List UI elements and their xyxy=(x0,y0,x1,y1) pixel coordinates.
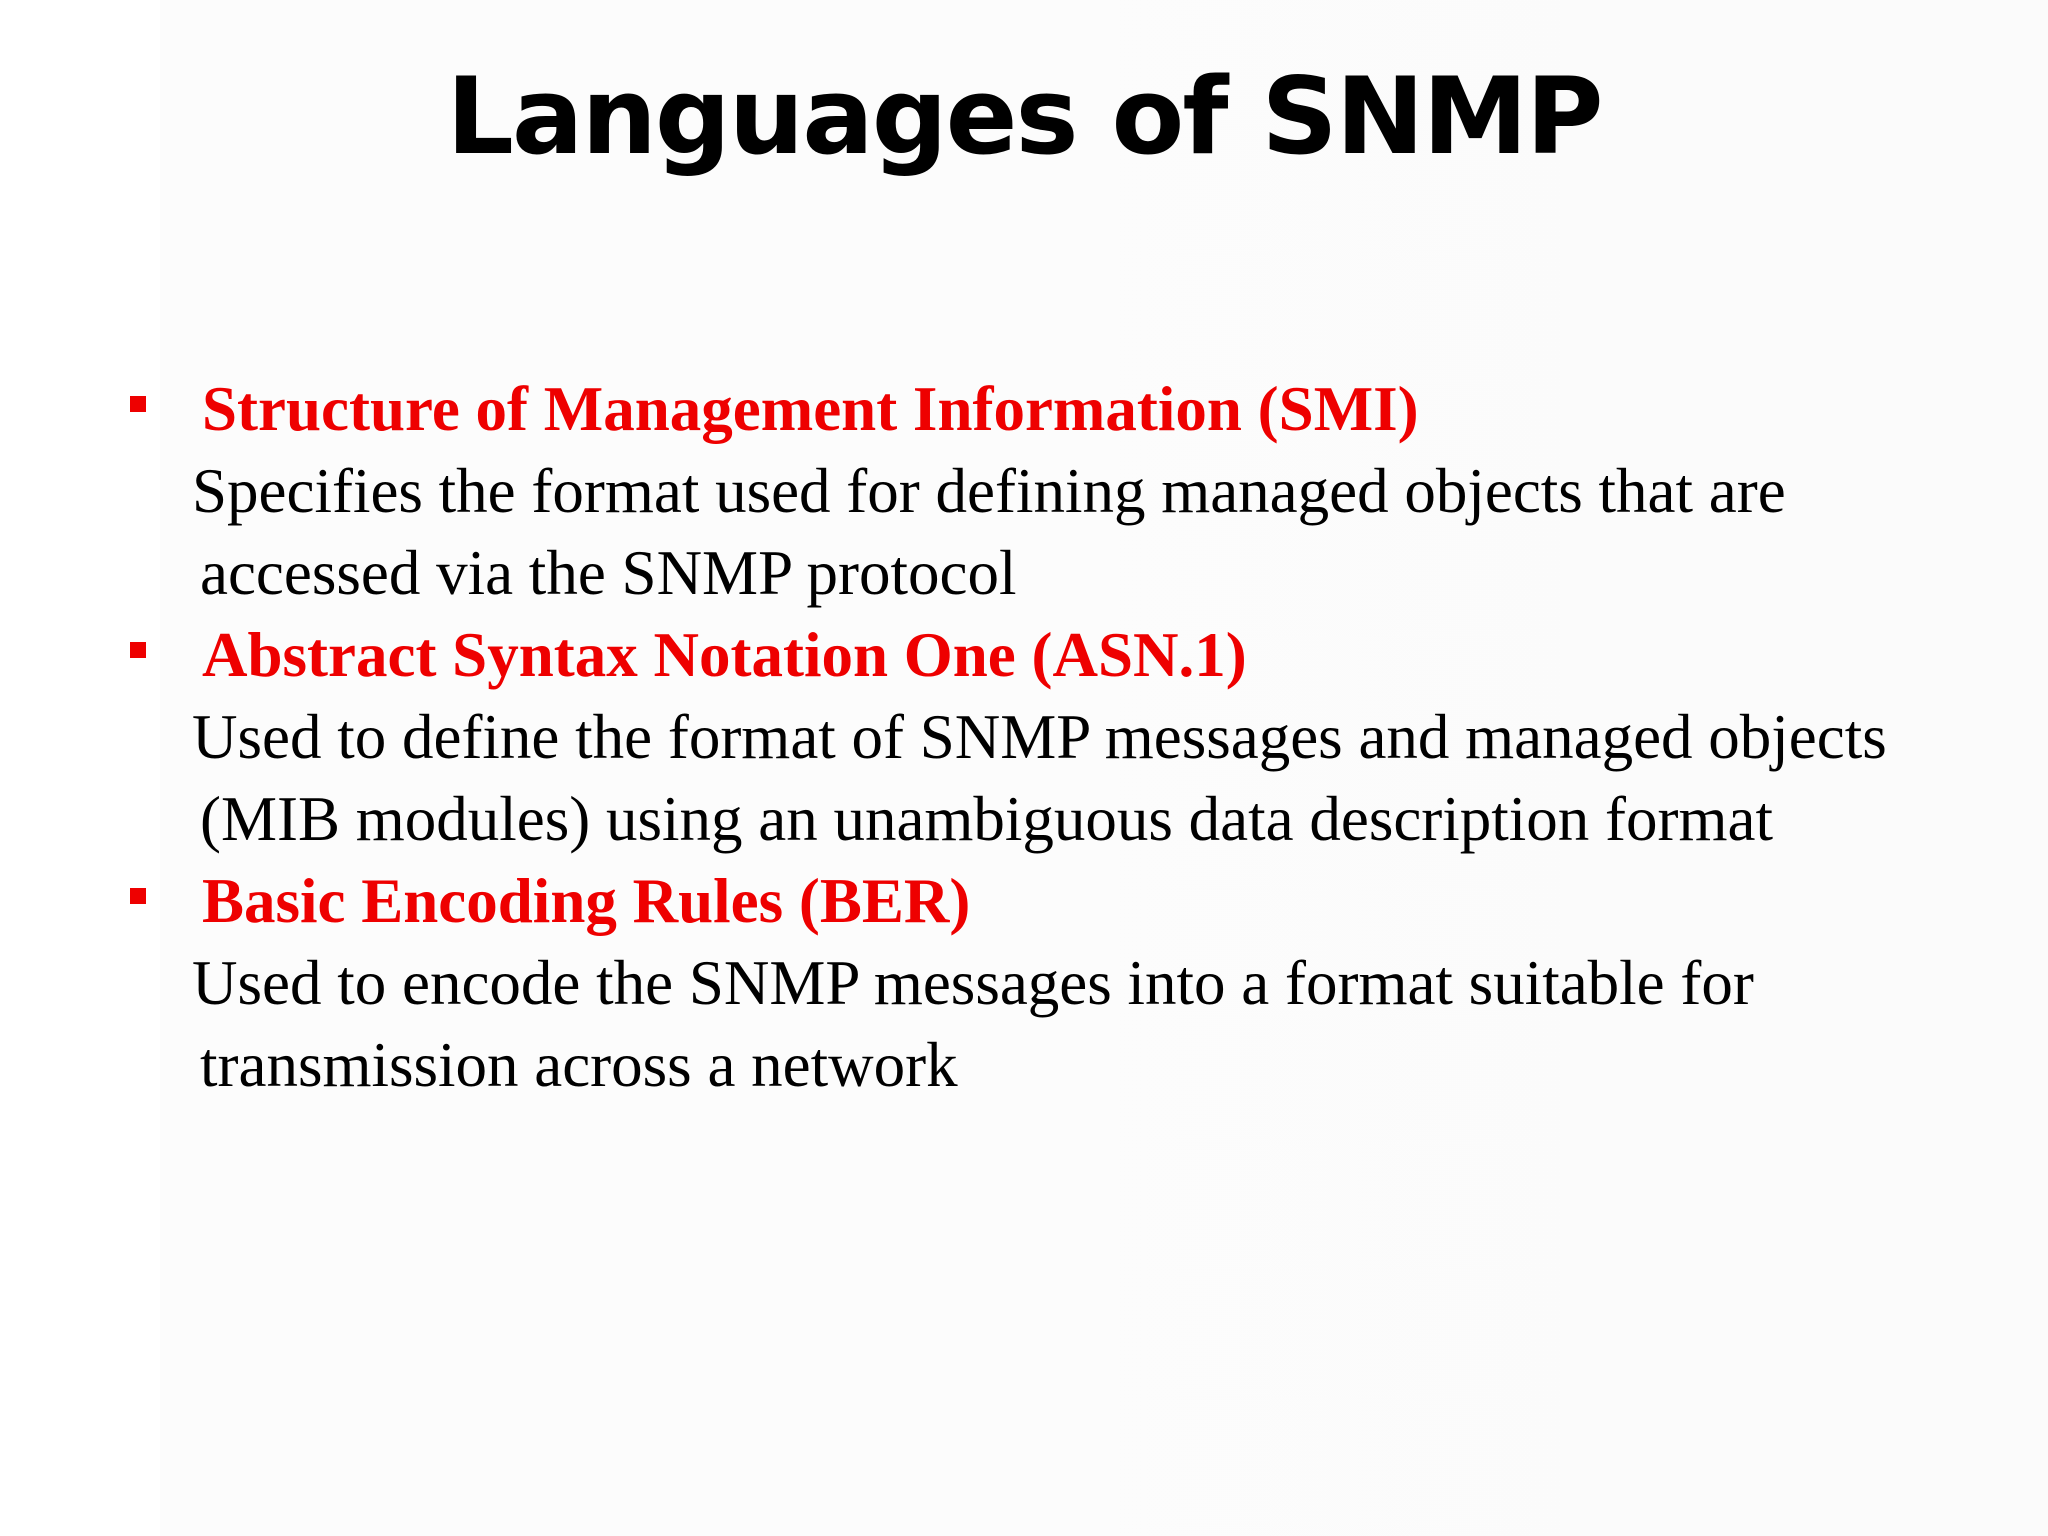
slide-title: Languages of SNMP xyxy=(446,55,1602,178)
list-item-description: Used to encode the SNMP messages into a format suitable for transmission across a network xyxy=(192,948,1754,1100)
list-item xyxy=(120,614,2000,860)
list-item-heading: Structure of Management Information (SMI) xyxy=(202,374,1419,444)
list-item-heading: Basic Encoding Rules (BER) xyxy=(202,866,971,936)
list-item-heading-row xyxy=(120,860,2000,942)
list-item xyxy=(120,368,2000,614)
square-bullet-icon xyxy=(130,642,146,658)
list-item-description: Specifies the format used for defining managed objects that are accessed via the SNMP protocol xyxy=(192,456,1786,608)
list-item-heading-row xyxy=(120,368,2000,450)
list-item xyxy=(120,860,2000,1106)
list-item-description: Used to define the format of SNMP messages and managed objects (MIB modules) using an unambiguous data description format xyxy=(192,702,1887,854)
list-item-heading-row xyxy=(120,614,2000,696)
list-item-heading: Abstract Syntax Notation One (ASN.1) xyxy=(202,620,1247,690)
square-bullet-icon xyxy=(130,396,146,412)
bullet-list xyxy=(120,368,2000,1106)
square-bullet-icon xyxy=(130,888,146,904)
